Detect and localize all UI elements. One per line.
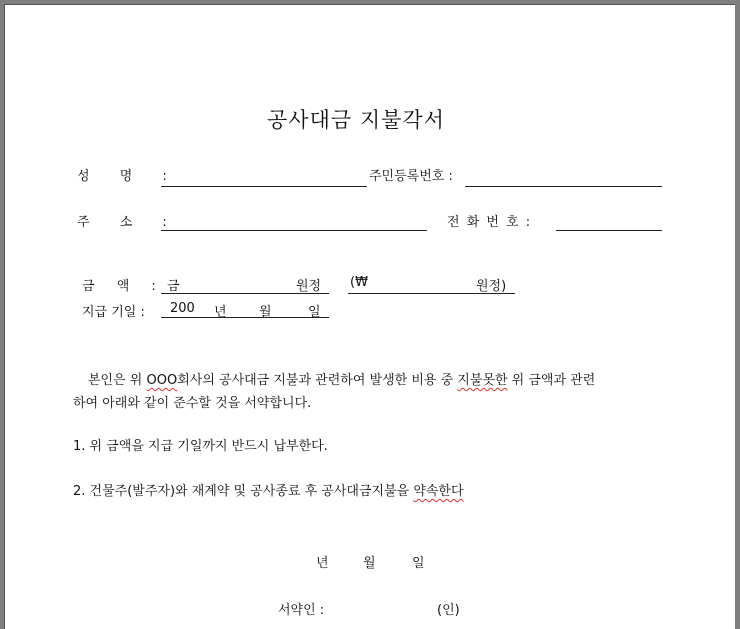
document-title: 공사대금 지불각서 bbox=[267, 108, 445, 132]
footer-year-unit: 년 bbox=[316, 556, 329, 571]
amount-prefix: 금 bbox=[167, 279, 180, 294]
name-label: 성 명 : bbox=[77, 169, 167, 184]
seal-label: (인) bbox=[437, 603, 460, 618]
amount-field[interactable] bbox=[161, 293, 329, 294]
address-field[interactable] bbox=[161, 230, 427, 231]
unpaid-text: 지불못한 bbox=[457, 373, 508, 388]
phone-field[interactable] bbox=[556, 230, 662, 231]
pledge-item-2 bbox=[73, 485, 464, 498]
pledge-text: 본인은 위 bbox=[88, 373, 147, 388]
footer-day-unit: 일 bbox=[412, 556, 425, 571]
pledge-paragraph-line2: 하여 아래와 같이 준수할 것을 서약합니다. bbox=[73, 396, 312, 411]
id-number-label: 주민등록번호 : bbox=[369, 169, 453, 184]
due-date-field[interactable] bbox=[161, 317, 329, 318]
pledge-item-2-promise: 약속한다 bbox=[413, 484, 464, 499]
pledge-text: 위 금액과 관련 bbox=[507, 373, 596, 388]
pledge-text: 회사의 공사대금 지불과 관련하여 발생한 비용 중 bbox=[177, 373, 458, 388]
due-day-unit: 일 bbox=[308, 305, 321, 320]
company-placeholder: OOO bbox=[146, 373, 178, 388]
name-field[interactable] bbox=[161, 186, 367, 187]
amount-won-open: (₩ bbox=[350, 275, 368, 290]
amount-label: 금 액 : bbox=[82, 279, 156, 294]
document-page bbox=[4, 4, 735, 629]
amount-won-close: 원정) bbox=[476, 279, 507, 294]
phone-label: 전 화 번 호 : bbox=[447, 215, 531, 230]
id-number-field[interactable] bbox=[465, 186, 662, 187]
pledge-item-2-text: 2. 건물주(발주자)와 재계약 및 공사종료 후 공사대금지불을 bbox=[73, 484, 414, 499]
due-month-unit: 월 bbox=[259, 305, 272, 320]
address-label: 주 소 : bbox=[77, 215, 167, 230]
pledge-paragraph-line1 bbox=[88, 374, 595, 387]
due-date-label: 지급 기일 : bbox=[82, 305, 145, 320]
amount-unit: 원정 bbox=[296, 279, 322, 294]
pledge-item-1: 1. 위 금액을 지급 기일까지 반드시 납부한다. bbox=[73, 439, 328, 454]
signer-label: 서약인 : bbox=[278, 603, 325, 618]
amount-won-field[interactable] bbox=[348, 293, 515, 294]
due-year-unit: 년 bbox=[214, 305, 227, 320]
footer-month-unit: 월 bbox=[363, 556, 376, 571]
due-year-value: 200 bbox=[170, 301, 195, 316]
